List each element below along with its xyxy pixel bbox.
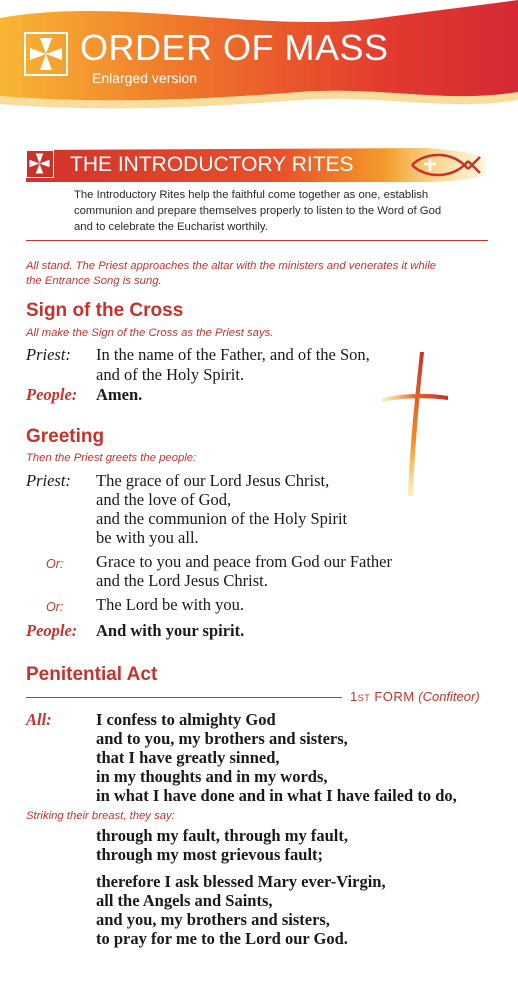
speaker-people: People: [26,385,78,404]
prayer-line: I confess to almighty God [96,710,276,729]
cross-emblem-icon [24,32,68,76]
divider [26,240,488,241]
divider [26,697,342,698]
prayer-line: The Lord be with you. [96,595,245,614]
prayer-line: In the name of the Father, and of the Son, [96,345,370,364]
prayer-line: all the Angels and Saints, [96,891,273,910]
form-label: 1st FORM (Confiteor) [350,689,480,704]
decorative-cross-icon [380,350,450,500]
speaker-all: All: [26,710,52,729]
speaker-or: Or: [46,600,64,614]
heading-greeting: Greeting [26,426,105,447]
section-title: THE INTRODUCTORY RITES [70,153,354,176]
prayer-line: in what I have done and in what I have failed to do, [96,786,457,805]
speaker-priest: Priest: [26,471,71,490]
striking-breast-rubric: Striking their breast, they say: [26,810,175,822]
page-subtitle: Enlarged version [92,70,198,86]
speaker-or: Or: [46,557,64,571]
speaker-priest: Priest: [26,345,71,364]
prayer-line: in my thoughts and in my words, [96,767,328,786]
prayer-line: through my fault, through my fault, [96,826,348,845]
prayer-line: and to you, my brothers and sisters, [96,729,348,748]
prayer-line: through my most grievous fault; [96,845,324,864]
prayer-line: be with you all. [96,528,199,547]
page-title: ORDER OF MASS [80,27,389,68]
response-line: Amen. [96,385,143,404]
prayer-line: and the Lord Jesus Christ. [96,571,268,590]
entrance-rubric: All stand. The Priest approaches the altar with the ministers and venerates it while the Entrance Song is sung. [26,260,437,287]
prayer-line: Grace to you and peace from God our Father [96,552,392,571]
response-line: And with your spirit. [96,621,245,640]
heading-penitential-act: Penitential Act [26,664,158,685]
greeting-rubric: Then the Priest greets the people: [26,452,197,464]
prayer-line: and the love of God, [96,490,232,509]
section-intro: The Introductory Rites help the faithful come together as one, establish communion and prepare themselves properly to listen to the Word of God and to celebrate the Eucharist worthily. [74,189,442,233]
prayer-line: and of the Holy Spirit. [96,365,245,384]
ichthys-fish-icon [408,151,482,179]
prayer-line: that I have greatly sinned, [96,748,280,767]
sign-of-cross-rubric: All make the Sign of the Cross as the Priest says. [26,327,274,339]
prayer-line: The grace of our Lord Jesus Christ, [96,471,330,490]
prayer-line: and you, my brothers and sisters, [96,910,330,929]
prayer-line: to pray for me to the Lord our God. [96,929,348,948]
prayer-line: therefore I ask blessed Mary ever-Virgin, [96,872,386,891]
speaker-people: People: [26,621,78,640]
heading-sign-of-cross: Sign of the Cross [26,300,184,321]
section-cross-icon [26,150,54,178]
prayer-line: and the communion of the Holy Spirit [96,509,348,528]
